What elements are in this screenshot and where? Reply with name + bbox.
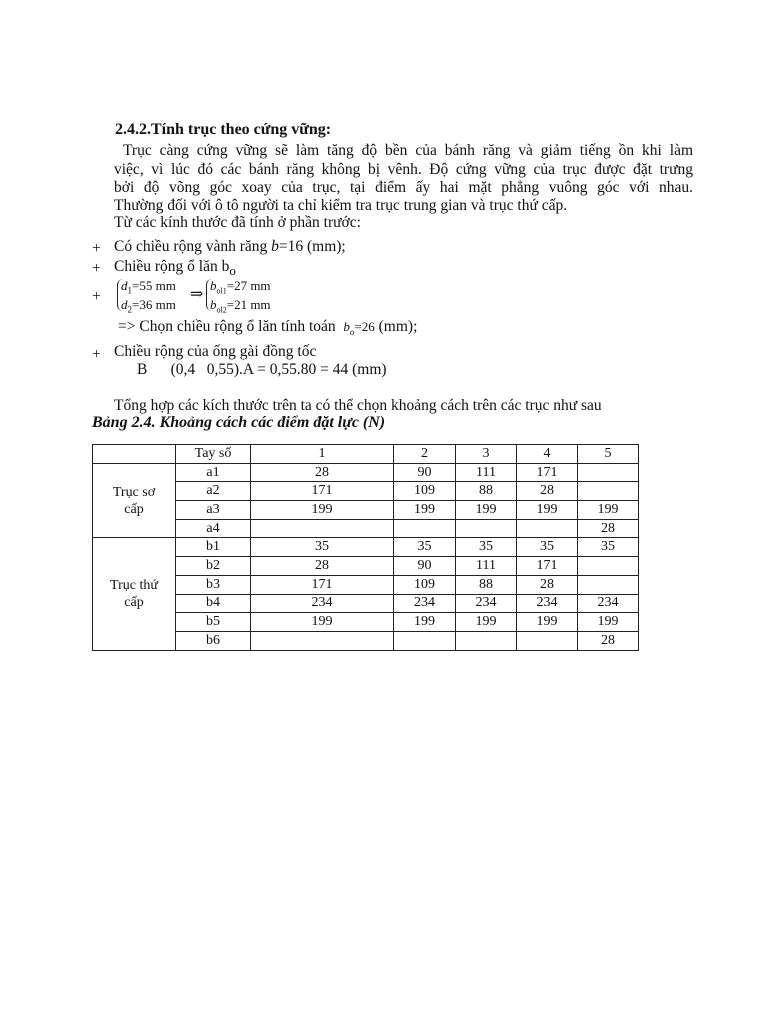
row-label-cell: a3 — [176, 501, 251, 520]
table-cell: 28 — [578, 631, 639, 650]
variable: d — [121, 297, 128, 312]
header-gear-1: 1 — [251, 445, 394, 464]
choose-bearing-width-line — [118, 318, 417, 337]
subscript: ol2 — [216, 305, 227, 315]
row-label-cell: b3 — [176, 575, 251, 594]
table-cell: 35 — [251, 538, 394, 557]
variable-b: b — [343, 319, 350, 334]
table-cell: 111 — [456, 557, 517, 576]
table-cell: 199 — [517, 613, 578, 632]
unit: (mm); — [378, 318, 418, 335]
value: =27 mm — [226, 278, 271, 293]
table-cell: 199 — [394, 501, 456, 520]
row-label-cell: a1 — [176, 463, 251, 482]
paragraph-line-3: bởi độ võng góc xoay của trục, tại điểm ấy hai mặt phẳng vuông góc với nhau. — [114, 179, 693, 196]
table-cell: 28 — [251, 463, 394, 482]
table-cell — [456, 519, 517, 538]
table-cell: 28 — [578, 519, 639, 538]
table-cell: 234 — [517, 594, 578, 613]
row-label-cell: a4 — [176, 519, 251, 538]
row-label-cell: b4 — [176, 594, 251, 613]
table-cell: 171 — [517, 557, 578, 576]
intro-line: Từ các kính thước đã tính ở phần trước: — [114, 214, 361, 231]
table-cell: 35 — [517, 538, 578, 557]
table-corner-cell — [93, 445, 176, 464]
table-cell: 199 — [517, 501, 578, 520]
variable: b — [210, 278, 217, 293]
table-cell: 171 — [251, 482, 394, 501]
system-right-row-1 — [210, 278, 271, 296]
table-cell — [394, 519, 456, 538]
value: =21 mm — [226, 297, 271, 312]
table-cell — [394, 631, 456, 650]
table-cell: 171 — [251, 575, 394, 594]
system-right-row-2 — [210, 297, 271, 315]
formula-line: B (0,4 0,55).A = 0,55.80 = 44 (mm) — [137, 361, 387, 378]
row-label-cell: a2 — [176, 482, 251, 501]
header-gear-label: Tay số — [176, 445, 251, 464]
table-cell — [251, 519, 394, 538]
row-label-cell: b1 — [176, 538, 251, 557]
table-cell: 109 — [394, 575, 456, 594]
bullet-marker: + — [92, 346, 101, 363]
unit: (mm); — [307, 238, 346, 255]
table-cell: 90 — [394, 557, 456, 576]
choose-text: => Chọn chiều rộng ổ lăn tính toán — [118, 318, 336, 335]
system-left-row-1 — [121, 278, 176, 296]
summary-line: Tổng hợp các kích thước trên ta có thể chọn khoảng cách trên các trục như sau — [114, 397, 602, 414]
table-cell: 199 — [456, 501, 517, 520]
header-gear-5: 5 — [578, 445, 639, 464]
subscript: ol1 — [216, 286, 227, 296]
table-cell: 234 — [251, 594, 394, 613]
row-label-cell: b2 — [176, 557, 251, 576]
bullet-text: Có chiều rộng vành răng — [114, 238, 268, 255]
table-cell — [578, 557, 639, 576]
table-cell: 90 — [394, 463, 456, 482]
header-gear-2: 2 — [394, 445, 456, 464]
table-cell: 234 — [578, 594, 639, 613]
value: =26 — [354, 319, 375, 334]
bullet-bearing-width — [114, 258, 236, 279]
table-cell — [251, 631, 394, 650]
table-cell: 199 — [578, 501, 639, 520]
table-cell: 35 — [578, 538, 639, 557]
table-cell: 109 — [394, 482, 456, 501]
bullet-gear-width — [114, 238, 346, 256]
value: =36 mm — [132, 297, 176, 312]
table-cell — [517, 519, 578, 538]
value: =55 mm — [132, 278, 176, 293]
variable: d — [121, 278, 128, 293]
subscript: 1 — [127, 285, 132, 296]
paragraph-line-1: Trục càng cứng vững sẽ làm tăng độ bền của bánh răng và giảm tiếng ồn khi làm — [123, 142, 693, 159]
table-cell: 199 — [578, 613, 639, 632]
table-row — [93, 463, 639, 482]
table-cell — [578, 463, 639, 482]
system-left-row-2 — [121, 297, 176, 315]
subscript: o — [349, 327, 355, 338]
bullet-marker: + — [92, 240, 101, 257]
header-gear-3: 3 — [456, 445, 517, 464]
shaft-group-label: Trục thứ cấp — [93, 538, 176, 650]
row-label-cell: b5 — [176, 613, 251, 632]
distance-table — [92, 444, 639, 651]
bullet-text: Chiều rộng ổ lăn b — [114, 258, 230, 275]
bullet-marker: + — [92, 288, 101, 305]
table-cell: 199 — [251, 501, 394, 520]
paragraph-line-4: Thường đối với ô tô người ta chỉ kiểm tra trục trung gian và trục thứ cấp. — [114, 197, 568, 214]
table-cell — [578, 482, 639, 501]
table-cell — [456, 631, 517, 650]
table-row — [93, 538, 639, 557]
table-cell — [517, 631, 578, 650]
table-cell — [578, 575, 639, 594]
implies-arrow: ⇒ — [190, 286, 204, 303]
variable-b: b — [271, 238, 279, 255]
table-cell: 35 — [456, 538, 517, 557]
table-cell: 28 — [251, 557, 394, 576]
shaft-group-label: Trục sơ cấp — [93, 463, 176, 538]
subscript: 2 — [127, 304, 132, 315]
table-cell: 28 — [517, 482, 578, 501]
table-cell: 171 — [517, 463, 578, 482]
bullet-sleeve-width: Chiều rộng của ống gài đồng tốc — [114, 343, 317, 360]
header-gear-4: 4 — [517, 445, 578, 464]
table-header-row — [93, 445, 639, 464]
table-cell: 111 — [456, 463, 517, 482]
table-cell: 199 — [251, 613, 394, 632]
section-heading: 2.4.2.Tính trục theo cứng vững: — [115, 121, 332, 138]
table-cell: 234 — [456, 594, 517, 613]
bullet-marker: + — [92, 260, 101, 277]
table-cell: 28 — [517, 575, 578, 594]
table-cell: 88 — [456, 575, 517, 594]
value: =16 — [278, 238, 304, 255]
table-cell: 234 — [394, 594, 456, 613]
table-caption: Bảng 2.4. Khoảng cách các điểm đặt lực (N) — [92, 414, 386, 431]
variable: b — [210, 297, 217, 312]
table-cell: 88 — [456, 482, 517, 501]
table-cell: 199 — [394, 613, 456, 632]
table-cell: 35 — [394, 538, 456, 557]
subscript: o — [229, 263, 236, 279]
table-cell: 199 — [456, 613, 517, 632]
paragraph-line-2: việc, vì lúc đó các bánh răng không bị vênh. Độ cứng vững của trục được đặt trưng — [114, 161, 693, 178]
row-label-cell: b6 — [176, 631, 251, 650]
